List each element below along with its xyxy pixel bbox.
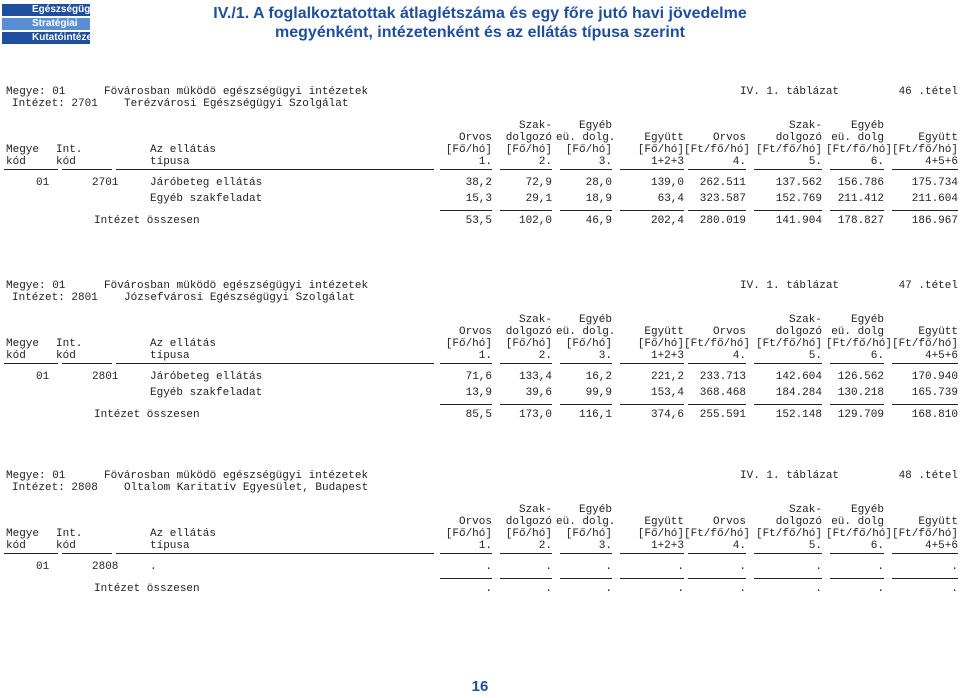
col-header: Egyéb: [850, 504, 884, 516]
col-header: [Fő/hó]: [505, 528, 552, 540]
total-label: Intézet összesen: [94, 215, 200, 227]
intezet-label: Intézet: 2701: [12, 98, 98, 110]
col-header: Int.: [56, 528, 83, 540]
row-value: 170.940: [911, 371, 958, 383]
total-value: 152.148: [775, 409, 822, 421]
col-header: [Ft/fő/hó]: [891, 144, 958, 156]
row-value: 126.562: [837, 371, 884, 383]
header-rule: [500, 363, 552, 364]
total-value: .: [545, 583, 552, 595]
col-header: eü. dolg.: [556, 326, 616, 338]
total-rule: [560, 578, 612, 579]
col-header: kód: [56, 350, 76, 362]
col-header: 1+2+3: [650, 350, 684, 362]
row-intezet-code: 2801: [92, 371, 119, 383]
col-header: Együtt: [918, 326, 958, 338]
total-rule: [440, 404, 492, 405]
col-header: Egyéb: [578, 120, 612, 132]
total-value: 85,5: [465, 409, 492, 421]
intezet-name: Józsefvárosi Egészségügyi Szolgálat: [124, 292, 356, 304]
row-value: 139,0: [650, 177, 684, 189]
total-value: .: [815, 583, 822, 595]
col-header: eü. dolg: [831, 326, 884, 338]
total-rule: [892, 404, 958, 405]
header-rule: [830, 363, 884, 364]
total-value: 102,0: [518, 215, 552, 227]
header-rule: [500, 169, 552, 170]
total-rule: [620, 578, 684, 579]
total-value: 280.019: [699, 215, 746, 227]
col-header: Orvos: [712, 132, 746, 144]
col-header: 6.: [870, 350, 884, 362]
header-rule: [754, 363, 822, 364]
megye-label: Megye: 01: [6, 86, 66, 98]
row-value: 323.587: [699, 193, 746, 205]
col-header: Orvos: [458, 516, 492, 528]
col-header: [Ft/fő/hó]: [755, 338, 822, 350]
row-value: 368.468: [699, 387, 746, 399]
row-value: 72,9: [525, 177, 552, 189]
total-rule: [688, 210, 746, 211]
total-value: .: [677, 583, 684, 595]
row-value: .: [877, 561, 884, 573]
row-value: 38,2: [465, 177, 492, 189]
header-rule: [4, 553, 58, 554]
col-header: [Ft/fő/hó]: [826, 528, 893, 540]
row-value: .: [951, 561, 958, 573]
col-header: dolgozó: [505, 326, 552, 338]
total-rule: [440, 578, 492, 579]
row-value: .: [545, 561, 552, 573]
total-value: .: [739, 583, 746, 595]
row-value: 29,1: [525, 193, 552, 205]
col-header: [Ft/fő/hó]: [826, 144, 893, 156]
row-label: Járóbeteg ellátás: [150, 371, 263, 383]
total-value: 202,4: [650, 215, 684, 227]
row-value: 63,4: [657, 193, 684, 205]
header-rule: [500, 553, 552, 554]
total-label: Intézet összesen: [94, 583, 200, 595]
total-value: 168.810: [911, 409, 958, 421]
megye-name: Fövárosban müködö egészségügyi intézetek: [104, 280, 369, 292]
col-header: Szak-: [518, 120, 552, 132]
header-rule: [892, 553, 958, 554]
header-rule: [440, 169, 492, 170]
row-value: 13,9: [465, 387, 492, 399]
page-title-line-2: megyénként, intézetenként és az ellátás típusa szerint: [275, 24, 685, 41]
col-header: [Ft/fő/hó]: [684, 144, 751, 156]
row-value: 184.284: [775, 387, 822, 399]
col-header: eü. dolg.: [556, 132, 616, 144]
col-header: eü. dolg.: [556, 516, 616, 528]
col-header: kód: [56, 540, 76, 552]
intezet-label: Intézet: 2808: [12, 482, 98, 494]
row-value: 18,9: [585, 193, 612, 205]
col-header: 1+2+3: [650, 156, 684, 168]
table-reference: IV. 1. táblázat: [740, 86, 840, 98]
col-header: típusa: [150, 350, 190, 362]
row-value: 262.511: [699, 177, 746, 189]
row-value: 175.734: [911, 177, 958, 189]
col-header: [Fő/hó]: [565, 144, 612, 156]
col-header: Szak-: [788, 504, 822, 516]
col-header: 2.: [538, 350, 552, 362]
total-rule: [688, 578, 746, 579]
col-header: Együtt: [644, 516, 684, 528]
col-header: [Ft/fő/hó]: [755, 528, 822, 540]
total-rule: [892, 578, 958, 579]
row-value: 153,4: [650, 387, 684, 399]
col-header: Az ellátás: [150, 528, 217, 540]
header-rule: [830, 553, 884, 554]
col-header: [Fő/hó]: [505, 338, 552, 350]
header-rule: [620, 363, 684, 364]
col-header: Az ellátás: [150, 144, 217, 156]
megye-name: Fövárosban müködö egészségügyi intézetek: [104, 470, 369, 482]
row-value: .: [739, 561, 746, 573]
header-rule: [688, 553, 746, 554]
header-rule: [620, 169, 684, 170]
megye-name: Fövárosban müködö egészségügyi intézetek: [104, 86, 369, 98]
col-header: 4+5+6: [924, 350, 958, 362]
col-header: 5.: [808, 350, 822, 362]
col-header: Egyéb: [850, 314, 884, 326]
header-rule: [62, 363, 112, 364]
col-header: 6.: [870, 156, 884, 168]
row-megye-code: 01: [36, 177, 50, 189]
col-header: 4.: [732, 156, 746, 168]
total-rule: [500, 210, 552, 211]
col-header: Együtt: [644, 326, 684, 338]
col-header: [Ft/fő/hó]: [684, 528, 751, 540]
col-header: Egyéb: [850, 120, 884, 132]
header-rule: [116, 363, 434, 364]
col-header: [Fő/hó]: [637, 144, 684, 156]
col-header: 5.: [808, 156, 822, 168]
row-value: 156.786: [837, 177, 884, 189]
col-header: 1.: [478, 350, 492, 362]
header-rule: [620, 553, 684, 554]
col-header: Egyéb: [578, 504, 612, 516]
header-rule: [754, 553, 822, 554]
row-value: .: [815, 561, 822, 573]
table-reference: IV. 1. táblázat: [740, 280, 840, 292]
header-rule: [440, 363, 492, 364]
col-header: [Fő/hó]: [445, 144, 492, 156]
col-header: Orvos: [712, 326, 746, 338]
total-label: Intézet összesen: [94, 409, 200, 421]
total-value: 129.709: [837, 409, 884, 421]
col-header: Együtt: [918, 132, 958, 144]
logo-line-2: Stratégiai: [2, 18, 90, 30]
logo-line-1: Egészségügyi: [2, 4, 90, 16]
row-value: 99,9: [585, 387, 612, 399]
total-rule: [830, 578, 884, 579]
row-value: 130.218: [837, 387, 884, 399]
row-value: 211.604: [911, 193, 958, 205]
row-value: 221,2: [650, 371, 684, 383]
col-header: [Ft/fő/hó]: [755, 144, 822, 156]
col-header: Az ellátás: [150, 338, 217, 350]
col-header: Orvos: [712, 516, 746, 528]
col-header: 2.: [538, 156, 552, 168]
row-value: 16,2: [585, 371, 612, 383]
row-label: Egyéb szakfeladat: [150, 387, 263, 399]
col-header: dolgozó: [775, 326, 822, 338]
col-header: Együtt: [918, 516, 958, 528]
col-header: 1+2+3: [650, 540, 684, 552]
total-value: 116,1: [578, 409, 612, 421]
total-value: .: [877, 583, 884, 595]
row-intezet-code: 2808: [92, 561, 119, 573]
total-rule: [560, 404, 612, 405]
col-header: dolgozó: [505, 132, 552, 144]
col-header: [Ft/fő/hó]: [826, 338, 893, 350]
header-rule: [116, 553, 434, 554]
col-header: Int.: [56, 144, 83, 156]
col-header: dolgozó: [775, 132, 822, 144]
total-rule: [500, 404, 552, 405]
col-header: kód: [56, 156, 76, 168]
col-header: 2.: [538, 540, 552, 552]
total-value: .: [485, 583, 492, 595]
header-rule: [440, 553, 492, 554]
intezet-name: Terézvárosi Egészségügyi Szolgálat: [124, 98, 349, 110]
header-rule: [892, 363, 958, 364]
col-header: [Fő/hó]: [565, 338, 612, 350]
col-header: 3.: [598, 540, 612, 552]
col-header: Megye: [6, 528, 40, 540]
megye-label: Megye: 01: [6, 470, 66, 482]
header-rule: [560, 553, 612, 554]
logo-line-3: Kutatóintézet: [2, 32, 90, 44]
col-header: kód: [6, 350, 26, 362]
col-header: [Ft/fő/hó]: [891, 338, 958, 350]
intezet-label: Intézet: 2801: [12, 292, 98, 304]
total-value: 141.904: [775, 215, 822, 227]
col-header: Megye: [6, 144, 40, 156]
row-value: 165.739: [911, 387, 958, 399]
col-header: Szak-: [518, 504, 552, 516]
row-megye-code: 01: [36, 561, 50, 573]
col-header: típusa: [150, 156, 190, 168]
header-rule: [62, 169, 112, 170]
col-header: 6.: [870, 540, 884, 552]
tetel-label: 46 .tétel: [898, 86, 958, 98]
col-header: dolgozó: [505, 516, 552, 528]
row-value: 137.562: [775, 177, 822, 189]
intezet-name: Oltalom Karitatív Egyesület, Budapest: [124, 482, 369, 494]
row-value: 71,6: [465, 371, 492, 383]
row-value: 15,3: [465, 193, 492, 205]
row-label: Egyéb szakfeladat: [150, 193, 263, 205]
col-header: Szak-: [788, 120, 822, 132]
row-value: 28,0: [585, 177, 612, 189]
col-header: Szak-: [518, 314, 552, 326]
col-header: [Ft/fő/hó]: [684, 338, 751, 350]
row-value: 39,6: [525, 387, 552, 399]
row-value: .: [605, 561, 612, 573]
table-reference: IV. 1. táblázat: [740, 470, 840, 482]
col-header: típusa: [150, 540, 190, 552]
total-rule: [830, 404, 884, 405]
col-header: Együtt: [644, 132, 684, 144]
header-rule: [688, 363, 746, 364]
col-header: Egyéb: [578, 314, 612, 326]
header-rule: [62, 553, 112, 554]
total-rule: [892, 210, 958, 211]
total-rule: [688, 404, 746, 405]
total-rule: [830, 210, 884, 211]
total-rule: [440, 210, 492, 211]
col-header: 4+5+6: [924, 540, 958, 552]
row-value: 233.713: [699, 371, 746, 383]
col-header: [Ft/fő/hó]: [891, 528, 958, 540]
row-intezet-code: 2701: [92, 177, 119, 189]
header-rule: [830, 169, 884, 170]
row-value: 211.412: [837, 193, 884, 205]
total-value: 46,9: [585, 215, 612, 227]
total-rule: [620, 210, 684, 211]
row-value: 152.769: [775, 193, 822, 205]
col-header: eü. dolg: [831, 132, 884, 144]
total-value: 374,6: [650, 409, 684, 421]
col-header: 1.: [478, 156, 492, 168]
col-header: [Fő/hó]: [565, 528, 612, 540]
col-header: kód: [6, 156, 26, 168]
header-rule: [560, 169, 612, 170]
col-header: 1.: [478, 540, 492, 552]
total-rule: [620, 404, 684, 405]
header-rule: [560, 363, 612, 364]
tetel-label: 47 .tétel: [898, 280, 958, 292]
total-rule: [500, 578, 552, 579]
col-header: [Fő/hó]: [445, 338, 492, 350]
col-header: 4.: [732, 350, 746, 362]
col-header: kód: [6, 540, 26, 552]
col-header: Orvos: [458, 132, 492, 144]
row-value: 133,4: [518, 371, 552, 383]
header-rule: [116, 169, 434, 170]
col-header: [Fő/hó]: [637, 528, 684, 540]
col-header: 4+5+6: [924, 156, 958, 168]
col-header: eü. dolg: [831, 516, 884, 528]
row-label: Járóbeteg ellátás: [150, 177, 263, 189]
col-header: [Fő/hó]: [505, 144, 552, 156]
row-megye-code: 01: [36, 371, 50, 383]
total-value: 173,0: [518, 409, 552, 421]
col-header: 3.: [598, 156, 612, 168]
header-rule: [754, 169, 822, 170]
total-value: 255.591: [699, 409, 746, 421]
col-header: [Fő/hó]: [637, 338, 684, 350]
col-header: Orvos: [458, 326, 492, 338]
header-rule: [892, 169, 958, 170]
megye-label: Megye: 01: [6, 280, 66, 292]
row-value: 142.604: [775, 371, 822, 383]
total-value: 53,5: [465, 215, 492, 227]
header-rule: [4, 169, 58, 170]
row-value: .: [485, 561, 492, 573]
total-rule: [560, 210, 612, 211]
header-rule: [4, 363, 58, 364]
header-rule: [688, 169, 746, 170]
col-header: 4.: [732, 540, 746, 552]
col-header: [Fő/hó]: [445, 528, 492, 540]
col-header: Int.: [56, 338, 83, 350]
col-header: Megye: [6, 338, 40, 350]
total-rule: [754, 210, 822, 211]
row-label: .: [150, 561, 157, 573]
page-title-line-1: IV./1. A foglalkoztatottak átlaglétszáma és egy főre jutó havi jövedelme: [213, 5, 747, 22]
total-value: .: [605, 583, 612, 595]
page-number: 16: [471, 678, 489, 695]
col-header: dolgozó: [775, 516, 822, 528]
total-value: 186.967: [911, 215, 958, 227]
total-rule: [754, 578, 822, 579]
col-header: 5.: [808, 540, 822, 552]
tetel-label: 48 .tétel: [898, 470, 958, 482]
col-header: Szak-: [788, 314, 822, 326]
total-value: 178.827: [837, 215, 884, 227]
row-value: .: [677, 561, 684, 573]
total-rule: [754, 404, 822, 405]
total-value: .: [951, 583, 958, 595]
col-header: 3.: [598, 350, 612, 362]
